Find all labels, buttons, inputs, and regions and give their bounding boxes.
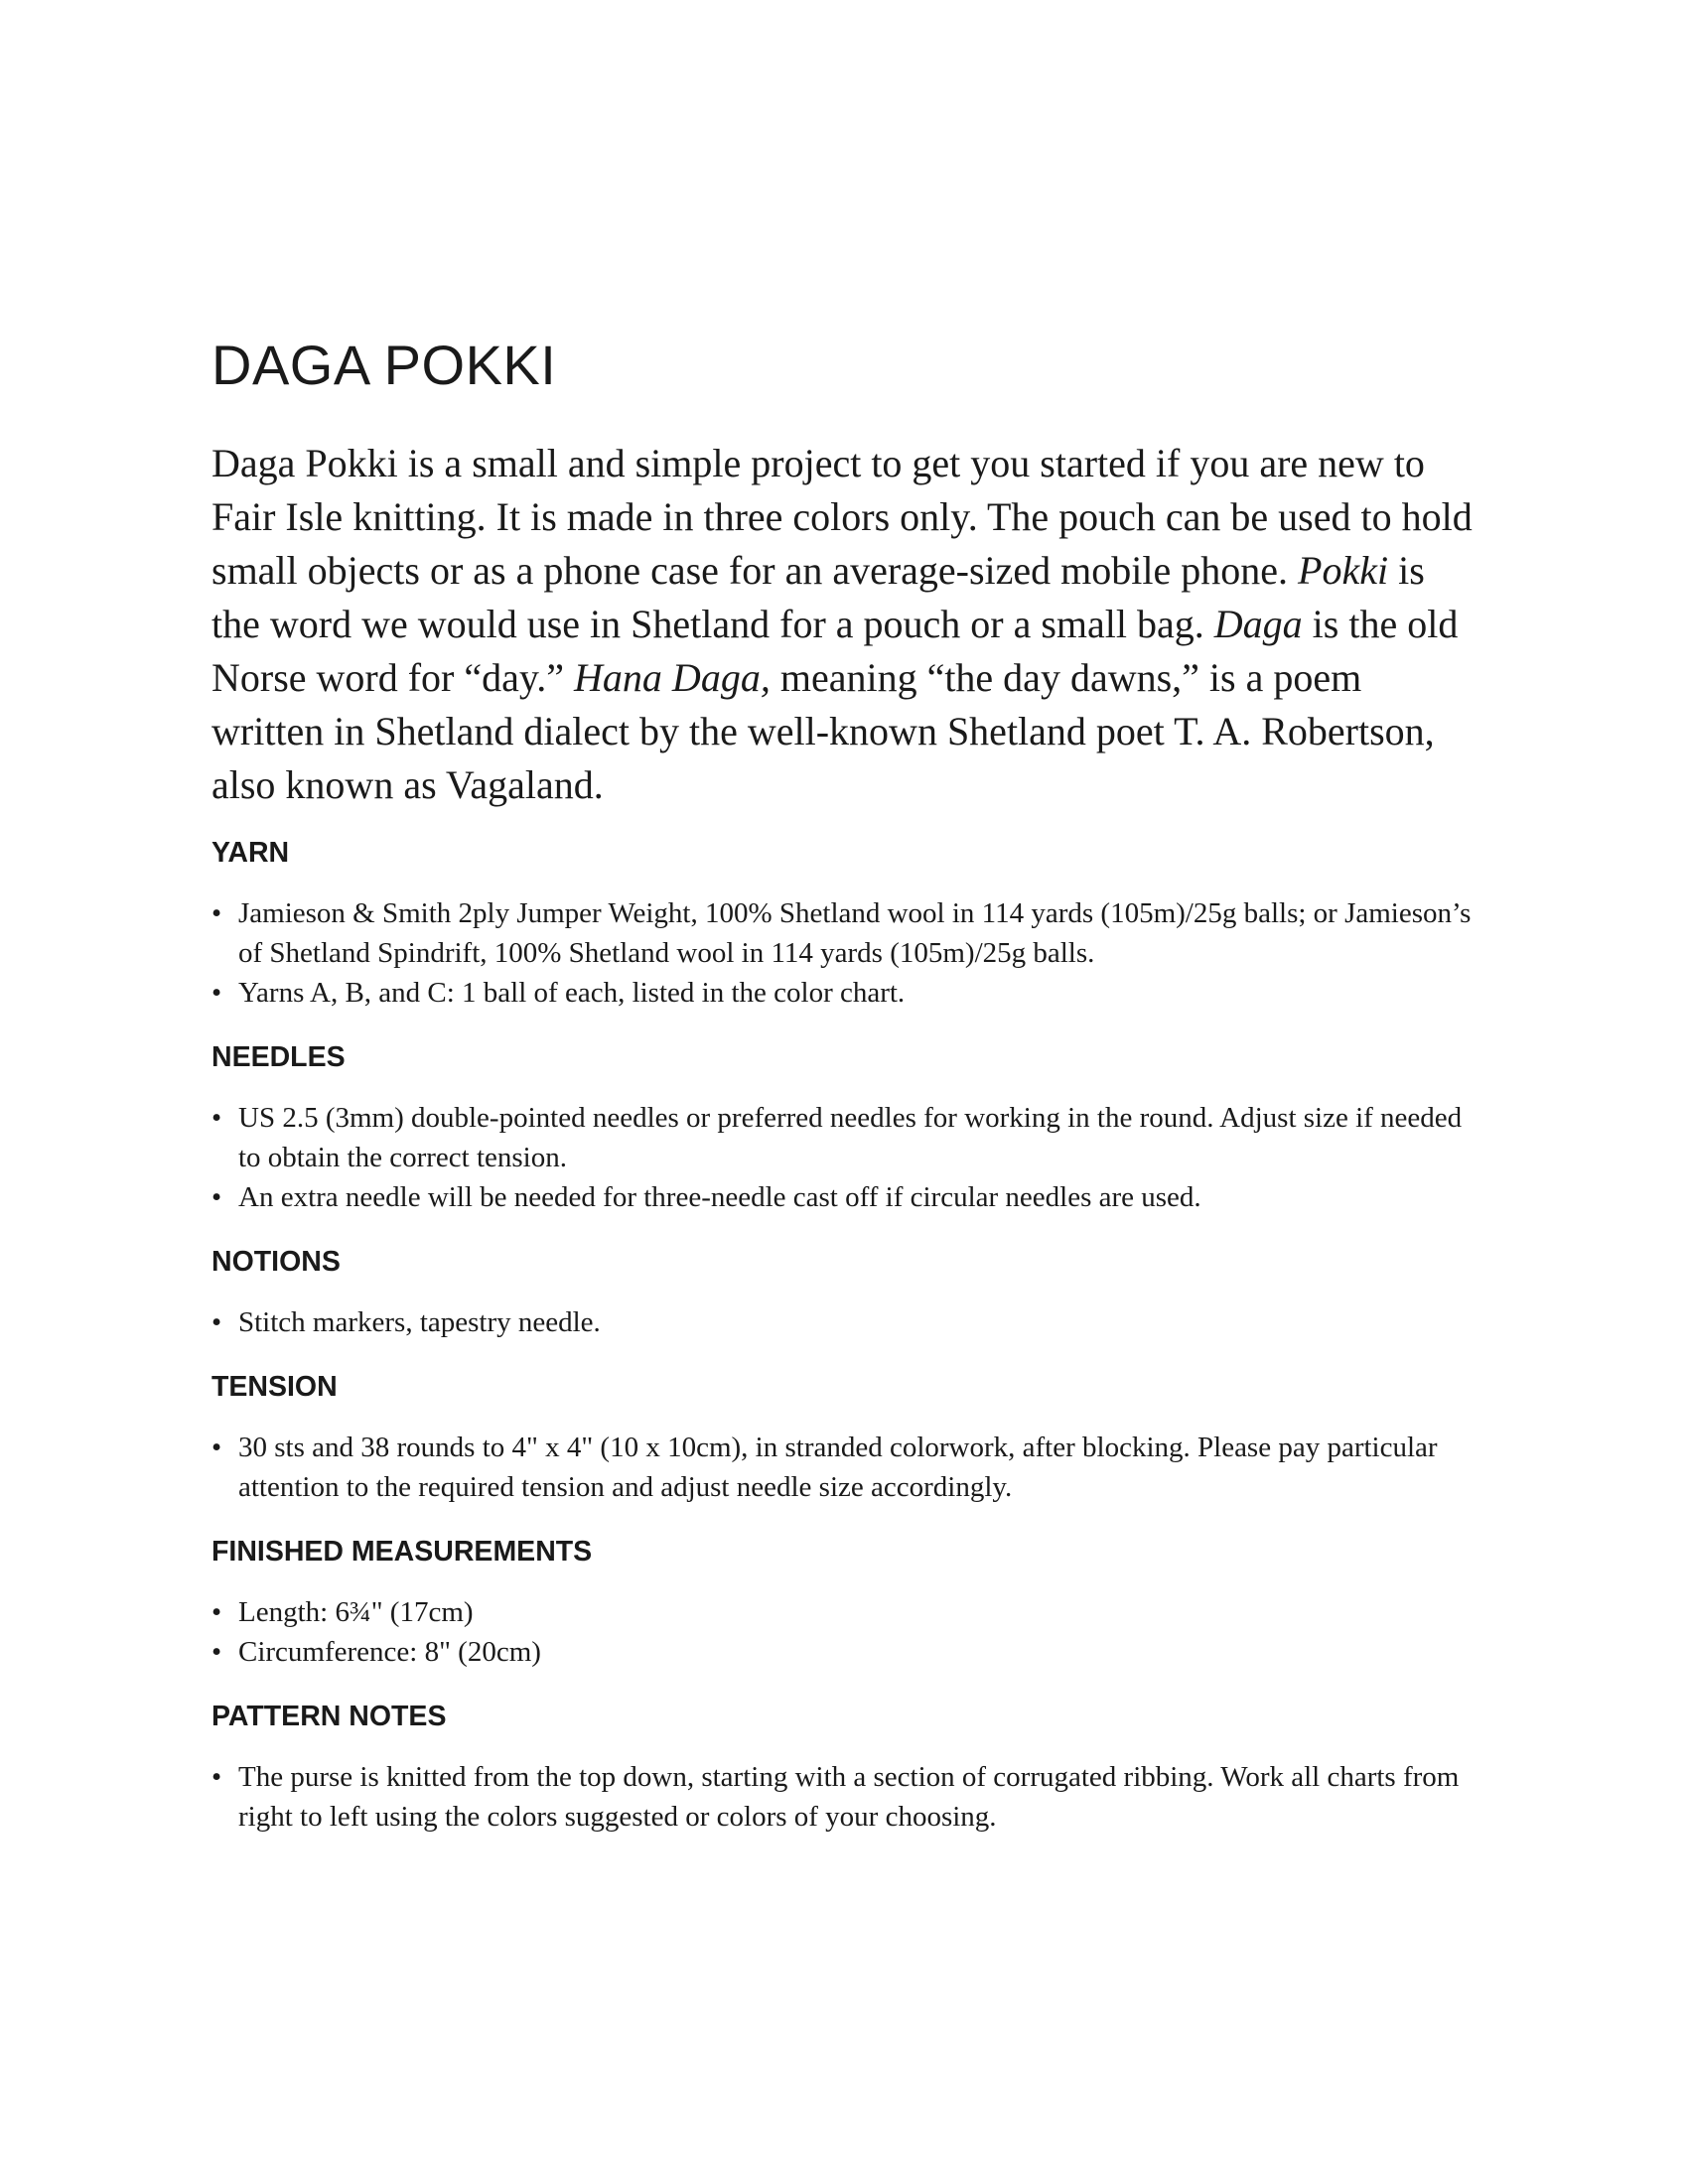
intro-emphasis-daga: Daga	[1213, 602, 1303, 646]
bullet-icon: •	[211, 1432, 222, 1463]
intro-text: is the old Norse word for “day.”	[211, 602, 1459, 700]
list-item	[211, 893, 1479, 973]
intro-text: meaning “the day dawns,” is a poem written in Shetland dialect by the well-known Shetland poet T. A. Robertson, also known as Vagaland.	[211, 655, 1435, 807]
section-heading: TENSION	[211, 1371, 338, 1403]
section-heading: YARN	[211, 837, 290, 869]
section-finished-measurements	[211, 1535, 1482, 1672]
list-item-text: Length: 6¾" (17cm)	[238, 1596, 474, 1628]
list-item-text: Circumference: 8" (20cm)	[238, 1636, 541, 1668]
intro-paragraph	[211, 437, 1473, 812]
bullet-list	[211, 1757, 1482, 1837]
document-page	[211, 334, 1482, 1864]
list-item-text: The purse is knitted from the top down, starting with a section of corrugated ribbing. Work all charts from right to left using the colors suggested or colors of your choosing.	[238, 1761, 1460, 1833]
section-yarn	[211, 836, 1482, 1013]
list-item	[211, 1592, 1479, 1632]
list-item	[211, 1757, 1479, 1837]
bullet-icon: •	[211, 1761, 222, 1793]
section-tension	[211, 1370, 1482, 1507]
bullet-list	[211, 1592, 1482, 1672]
bullet-list	[211, 1098, 1482, 1217]
list-item-text: An extra needle will be needed for three-needle cast off if circular needles are used.	[238, 1181, 1201, 1213]
bullet-icon: •	[211, 897, 222, 929]
section-pattern-notes	[211, 1700, 1482, 1837]
bullet-list	[211, 893, 1482, 1013]
list-item	[211, 1302, 1479, 1342]
intro-text: Daga Pokki is a small and simple project to get you started if you are new to Fair Isle knitting. It is made in three colors only. The pouch can be used to hold small objects or as a phone case for an average-sized mobile phone.	[211, 441, 1473, 593]
list-item	[211, 1428, 1479, 1507]
list-item	[211, 1177, 1479, 1217]
list-item	[211, 1632, 1479, 1672]
section-notions	[211, 1245, 1482, 1342]
list-item-text: Jamieson & Smith 2ply Jumper Weight, 100% Shetland wool in 114 yards (105m)/25g balls; or Jamieson’s of Shetland Spindrift, 100% Shetland wool in 114 yards (105m)/25g balls.	[238, 897, 1472, 969]
section-heading: NEEDLES	[211, 1041, 346, 1073]
bullet-icon: •	[211, 1102, 222, 1134]
bullet-icon: •	[211, 1181, 222, 1213]
section-heading: PATTERN NOTES	[211, 1701, 447, 1732]
bullet-list	[211, 1302, 1482, 1342]
section-heading: NOTIONS	[211, 1246, 341, 1278]
list-item-text: Yarns A, B, and C: 1 ball of each, listed in the color chart.	[238, 977, 906, 1009]
list-item-text: 30 sts and 38 rounds to 4" x 4" (10 x 10cm), in stranded colorwork, after blocking. Please pay particular attention to the required tension and adjust needle size accordingly.	[238, 1432, 1438, 1503]
list-item	[211, 1098, 1479, 1177]
bullet-icon: •	[211, 1636, 222, 1668]
bullet-icon: •	[211, 977, 222, 1009]
intro-emphasis-hana-daga: Hana Daga,	[574, 655, 771, 700]
bullet-list	[211, 1428, 1482, 1507]
list-item-text: US 2.5 (3mm) double-pointed needles or preferred needles for working in the round. Adjust size if needed to obtain the correct tension.	[238, 1102, 1463, 1173]
bullet-icon: •	[211, 1596, 222, 1628]
section-heading: FINISHED MEASUREMENTS	[211, 1536, 593, 1568]
list-item-text: Stitch markers, tapestry needle.	[238, 1306, 601, 1338]
bullet-icon: •	[211, 1306, 222, 1338]
pattern-title: DAGA POKKI	[211, 334, 557, 396]
section-needles	[211, 1040, 1482, 1217]
intro-text: is the word we would use in Shetland for a pouch or a small bag.	[211, 548, 1425, 646]
list-item	[211, 973, 1479, 1013]
intro-emphasis-pokki: Pokki	[1298, 548, 1389, 593]
